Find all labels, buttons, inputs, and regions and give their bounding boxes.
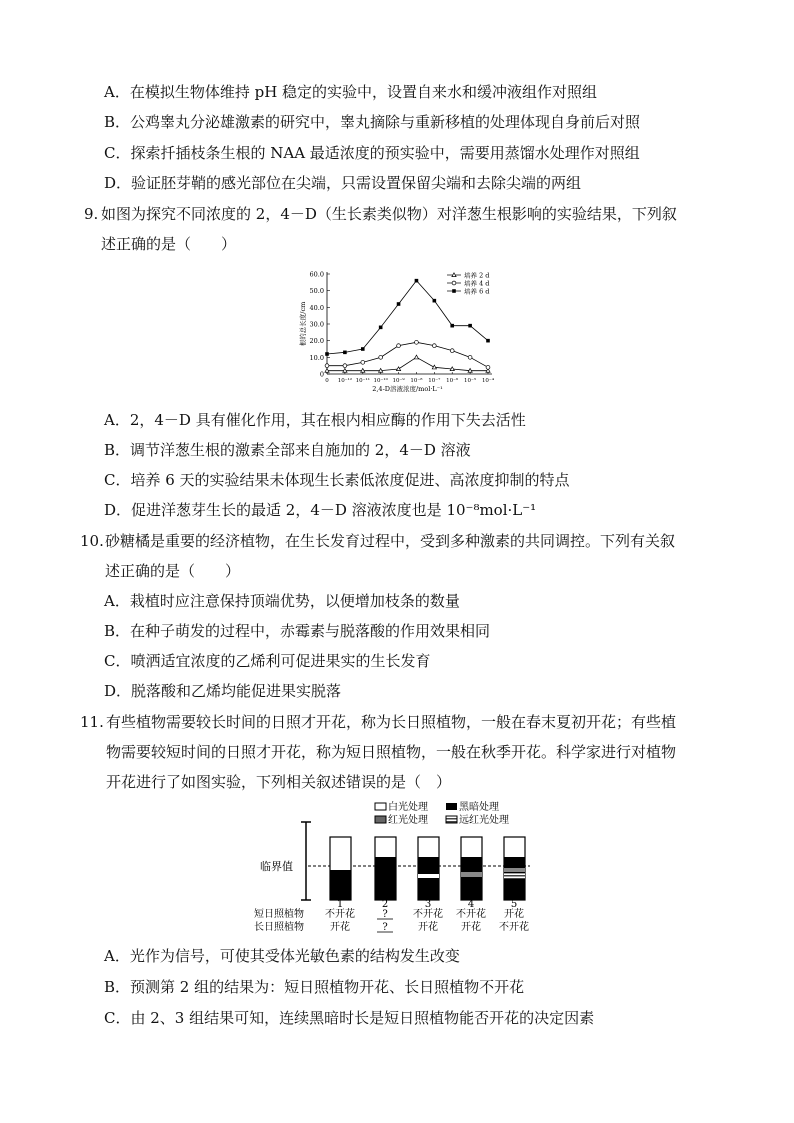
q9-option-c: C．培养 6 天的实验结果未体现生长素低浓度促进、高浓度抑制的特点 [104, 471, 570, 489]
q8-option-d: D．验证胚芽鞘的感光部位在尖端，只需设置保留尖端和去除尖端的两组 [104, 174, 582, 192]
q9-option-d: D．促进洋葱芽生长的最适 2，4－D 溶液浓度也是 10⁻⁸mol·L⁻¹ [104, 501, 537, 519]
threshold-label: 临界值 [260, 860, 293, 873]
x-tick-label: 0 [325, 378, 329, 384]
group-1-bar [330, 837, 351, 900]
data-point [379, 355, 383, 359]
red-light-swatch [375, 816, 386, 823]
q8-option-c: C．探索扦插枝条生根的 NAA 最适浓度的预实验中，需要用蒸馏水处理作对照组 [104, 144, 640, 162]
x-axis-label: 2,4-D溶液浓度/mol·L⁻¹ [372, 385, 443, 393]
data-point [432, 344, 436, 348]
x-tick-label: 10⁻¹² [337, 378, 353, 384]
y-tick-label: 10.0 [309, 353, 324, 362]
legend-dark: 黑暗处理 [459, 802, 499, 813]
q11-stem-line2: 物需要较短时间的日照才开花，称为短日照植物，一般在秋季开花。科学家进行对植物 [106, 743, 677, 761]
q9-option-b: B．调节洋葱生根的激素全部来自施加的 2，4－D 溶液 [104, 441, 471, 459]
q10-option-d: D．脱落酸和乙烯均能促进果实脱落 [104, 682, 342, 700]
group-5-bar [504, 837, 525, 900]
data-point [397, 302, 401, 306]
data-point [468, 324, 472, 328]
legend-entry: 培养 6 d [464, 287, 490, 296]
group-4-short-result: 不开花 [456, 909, 486, 920]
y-tick-label: 0 [319, 370, 324, 379]
data-point [432, 365, 436, 369]
data-point [486, 365, 490, 369]
legend-marker [452, 281, 456, 285]
q11-option-a: A．光作为信号，可使其受体光敏色素的结构发生改变 [104, 947, 460, 965]
q9-stem-line2: 述正确的是（ ） [101, 235, 237, 253]
data-point [415, 279, 419, 283]
figure-legend [375, 800, 509, 826]
group-2-bar [375, 837, 396, 900]
data-point [415, 340, 419, 344]
series-line-1 [327, 357, 488, 370]
data-point [450, 349, 454, 353]
question-number: 9. [84, 205, 99, 223]
group-3-long-result: 开花 [418, 922, 438, 933]
q11-stem-line1: 有些植物需要较长时间的日照才开花，称为长日照植物，一般在春末夏初开花；有些植 [106, 713, 677, 731]
q8-option-a: A．在模拟生物体维持 pH 稳定的实验中，设置自来水和缓冲液组作对照组 [104, 83, 598, 101]
x-tick-label: 10⁻¹⁰ [373, 378, 388, 384]
data-point [468, 355, 472, 359]
group-2-short-result: ? [382, 909, 388, 920]
group-3-short-result: 不开花 [413, 909, 443, 920]
photoperiod-figure [250, 800, 550, 936]
q11-stem-line3: 开花进行了如图实验，下列相关叙述错误的是（ ） [106, 773, 452, 791]
data-point [325, 364, 329, 368]
q10-option-a: A．栽植时应注意保持顶端优势，以便增加枝条的数量 [104, 592, 460, 610]
legend-white: 白光处理 [388, 802, 428, 813]
q11-option-c: C．由 2、3 组结果可知，连续黑暗时长是短日照植物能否开花的决定因素 [104, 1009, 595, 1027]
question-number: 10. [80, 532, 104, 550]
group-1-long-result: 开花 [330, 922, 350, 933]
group-4-long-result: 开花 [461, 922, 481, 933]
legend-red: 红光处理 [388, 815, 428, 826]
group-id: 4 [467, 899, 475, 910]
white-light-swatch [375, 803, 386, 810]
q10-option-c: C．喷洒适宜浓度的乙烯利可促进果实的生长发育 [104, 652, 431, 670]
data-point [414, 355, 418, 359]
data-point [325, 352, 329, 356]
data-point [361, 347, 365, 351]
legend-entry: 培养 4 d [464, 279, 490, 288]
q10-stem-line1: 砂糖橘是重要的经济植物，在生长发育过程中，受到多种激素的共同调控。下列有关叙 [105, 532, 676, 550]
x-tick-label: 10⁻⁴ [481, 378, 495, 384]
data-point [379, 326, 383, 330]
x-tick-label: 10⁻⁵ [464, 378, 477, 384]
dark-swatch [446, 803, 457, 810]
row-label-long-day: 长日照植物 [254, 922, 304, 933]
legend-far-red: 远红光处理 [459, 815, 509, 826]
q10-option-b: B．在种子萌发的过程中，赤霉素与脱落酸的作用效果相同 [104, 622, 491, 640]
y-tick-label: 60.0 [309, 270, 324, 279]
group-id: 2 [381, 899, 389, 910]
group-1-short-result: 不开花 [325, 909, 355, 920]
legend-entry: 培养 2 d [464, 271, 490, 280]
data-point [397, 344, 401, 348]
group-id: 3 [424, 899, 432, 910]
q9-stem-line1: 如图为探究不同浓度的 2，4－D（生长素类似物）对洋葱生根影响的实验结果，下列叙 [101, 205, 677, 223]
y-axis-label: 根的总长度/cm [299, 301, 307, 347]
group-id: 5 [510, 899, 518, 910]
group-3-bar [418, 837, 439, 900]
group-4-bar [461, 837, 482, 900]
y-tick-label: 20.0 [309, 337, 324, 346]
group-5-long-result: 不开花 [499, 922, 529, 933]
x-tick-label: 10⁻¹¹ [355, 378, 370, 384]
q8-option-b: B．公鸡睾丸分泌雄激素的研究中，睾丸摘除与重新移植的处理体现自身前后对照 [104, 113, 641, 131]
x-tick-label: 10⁻⁹ [392, 378, 405, 384]
group-id: 1 [336, 899, 344, 910]
data-point [450, 324, 454, 328]
x-tick-label: 10⁻⁶ [446, 378, 459, 384]
data-point [396, 367, 400, 371]
data-point [433, 299, 437, 303]
data-point [486, 339, 490, 343]
far-red-swatch [446, 816, 457, 823]
row-label-short-day: 短日照植物 [254, 909, 304, 920]
q11-option-b: B．预测第 2 组的结果为：短日照植物开花、长日照植物不开花 [104, 978, 525, 996]
y-tick-label: 50.0 [309, 287, 324, 296]
x-tick-label: 10⁻⁷ [428, 378, 441, 384]
data-point [361, 360, 365, 364]
y-tick-label: 40.0 [309, 303, 324, 312]
q9-option-a: A．2，4－D 具有催化作用，其在根内相应酶的作用下失去活性 [104, 411, 526, 429]
data-point [343, 364, 347, 368]
group-2-long-result: ? [382, 922, 388, 933]
data-point [343, 351, 347, 355]
root-length-chart [296, 266, 516, 396]
q10-stem-line2: 述正确的是（ ） [105, 562, 241, 580]
y-tick-label: 30.0 [309, 320, 324, 329]
question-number: 11. [80, 713, 104, 731]
x-tick-label: 10⁻⁸ [410, 378, 423, 384]
group-5-short-result: 开花 [504, 909, 524, 920]
legend-marker [452, 289, 456, 293]
